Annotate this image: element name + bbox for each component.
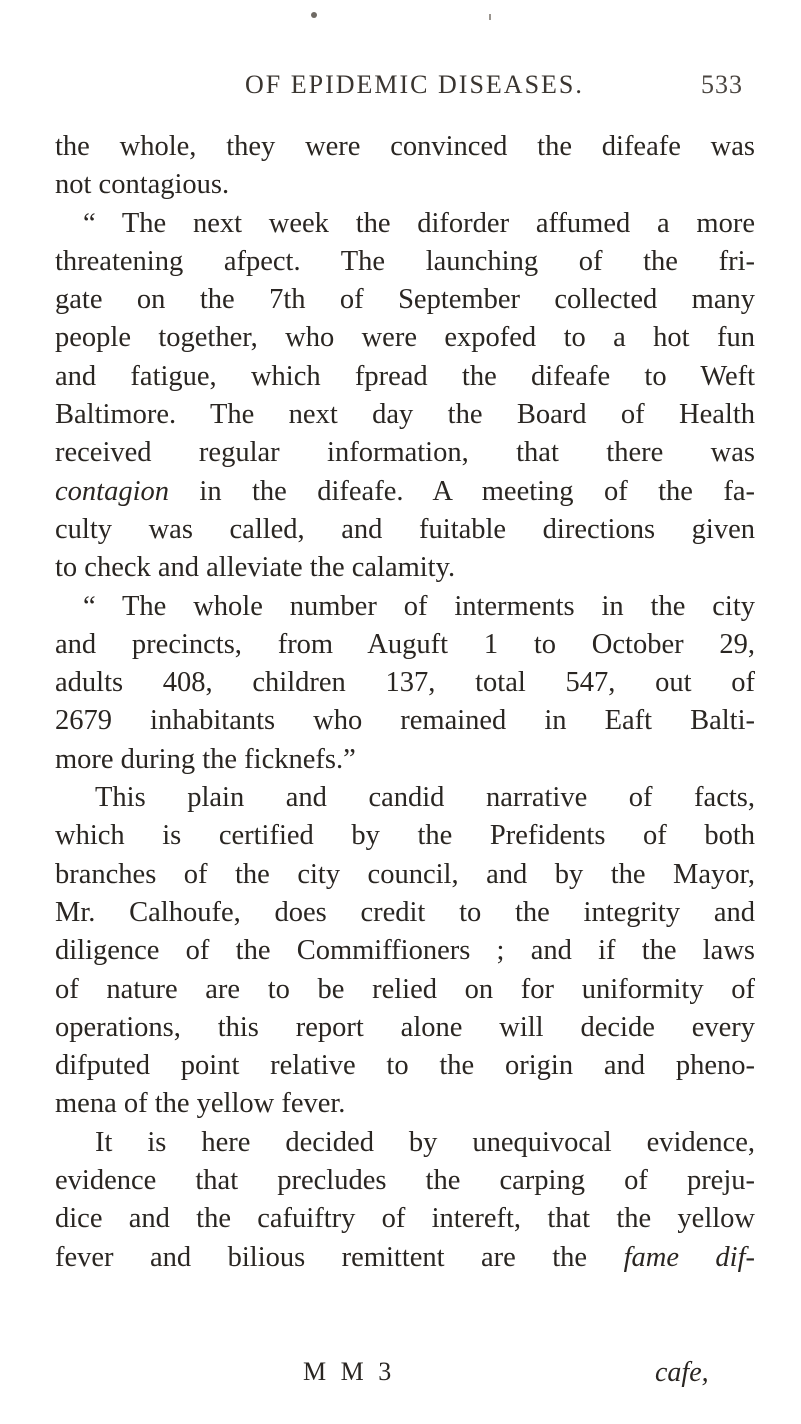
text-line: adults 408, children 137, total 547, out of: [55, 667, 755, 699]
text-line: operations, this report alone will decide every: [55, 1011, 755, 1043]
text-line: and fatigue, which fpread the difeafe to Weft: [55, 360, 755, 392]
text-line: threatening afpect. The launching of the fri-: [55, 245, 755, 277]
text-line: not contagious.: [55, 169, 230, 201]
text-line: Mr. Calhoufe, does credit to the integrity and: [55, 896, 755, 928]
text-line: evidence that precludes the carping of preju-: [55, 1165, 755, 1197]
text-line: people together, who were expofed to a hot fun: [55, 322, 755, 354]
text-line: gate on the 7th of September collected many: [55, 284, 755, 316]
page-number: 533: [701, 70, 743, 99]
italic-contagion: contagion: [55, 475, 169, 507]
text-line: which is certified by the Prefidents of both: [55, 820, 755, 852]
signature-mark: M M 3: [303, 1357, 396, 1386]
text-line-with-italic: [55, 1239, 755, 1277]
text-fragment: in the difeafe. A meeting of the fa-: [199, 475, 756, 507]
ink-speck: [311, 12, 317, 18]
catchword: cafe,: [655, 1357, 709, 1388]
text-line: more during the ficknefs.”: [55, 743, 356, 775]
text-line: of nature are to be relied on for uniformity of: [55, 973, 755, 1005]
text-fragment: fever and bilious remittent are the: [55, 1241, 588, 1273]
text-line: mena of the yellow fever.: [55, 1088, 346, 1120]
italic-fame: fame dif-: [623, 1241, 756, 1273]
text-line: “ The whole number of interments in the city: [83, 590, 755, 622]
text-line: to check and alleviate the calamity.: [55, 552, 456, 584]
text-line: dice and the cafuiftry of intereft, that the yellow: [55, 1203, 755, 1235]
text-line: difputed point relative to the origin and pheno-: [55, 1050, 755, 1082]
text-line: branches of the city council, and by the Mayor,: [55, 858, 755, 890]
text-line: It is here decided by unequivocal evidence,: [95, 1126, 755, 1158]
text-line: received regular information, that there was: [55, 437, 755, 469]
body-text: [55, 128, 755, 1277]
text-line: culty was called, and fuitable directions given: [55, 513, 755, 545]
text-line: the whole, they were convinced the difeafe was: [55, 131, 755, 162]
text-line: “ The next week the diforder affumed a more: [83, 207, 755, 239]
text-line: and precincts, from Auguft 1 to October 29,: [55, 628, 755, 660]
text-line-with-italic: [55, 473, 755, 511]
text-line: diligence of the Commiffioners ; and if the laws: [55, 935, 755, 967]
ink-mark: [489, 14, 491, 20]
running-head: OF EPIDEMIC DISEASES.: [245, 70, 584, 99]
text-line: This plain and candid narrative of facts,: [95, 782, 755, 814]
text-line: Baltimore. The next day the Board of Health: [55, 399, 755, 431]
text-line: 2679 inhabitants who remained in Eaft Balti-: [55, 705, 755, 737]
